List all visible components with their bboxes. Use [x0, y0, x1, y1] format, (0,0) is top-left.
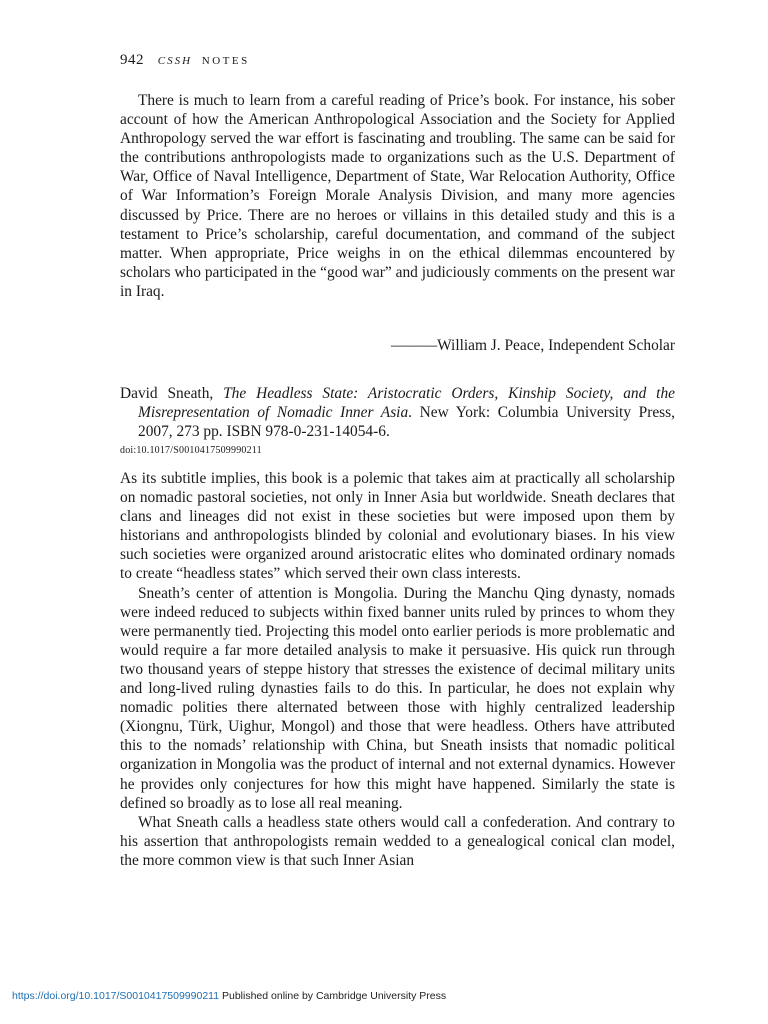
running-header: [120, 52, 250, 69]
book-citation: [120, 384, 675, 441]
review-paragraph: Sneath’s center of attention is Mongolia. During the Manchu Qing dynasty, nomads were indeed reduced to subjects within fixed banner units ruled by princes to whom they were permanently tied. Projecting this model onto earlier periods is more problematic and would require a far more detailed analysis to make it persuasive. His quick run through two thousand years of steppe history that stresses the existence of decimal military units and long-lived ruling dynasties fails to do this. In particular, he does not explain why nomadic polities there alternated between those with highly centralized leadership (Xiongnu, Türk, Uighur, Mongol) and those that were headless. Others have attributed this to the nomads’ relationship with China, but Sneath insists that nomadic political organization in Mongolia was the product of internal and not external dynamics. However he provides only conjectures for how this might have happened. Similarly the state is defined so broadly as to lose all real meaning.: [120, 584, 675, 812]
page-footer: [12, 990, 446, 1002]
review-price-closing: [120, 91, 675, 301]
citation-author: David Sneath,: [120, 385, 224, 402]
review-sneath-body: [120, 469, 675, 870]
page-number: 942: [120, 52, 144, 68]
review-paragraph: As its subtitle implies, this book is a polemic that takes aim at practically all scholarship on nomadic pastoral societies, not only in Inner Asia but worldwide. Sneath declares that clans and lineages did not exist in these societies but were imposed upon them by historians and anthropologists blinded by colonial and evolutionary biases. In his view such societies were organized around aristocratic elites who dominated ordinary nomads to create “headless states” which served their own class interests.: [120, 470, 675, 583]
citation-publication: . New York: Columbia University Press, 2007, 273 pp. ISBN 978-0-231-14054-6.: [138, 404, 675, 441]
review-paragraph: There is much to learn from a careful reading of Price’s book. For instance, his sober account of how the American Anthropological Association and the Society for Applied Anthropology served the war effort is fascinating and troubling. The same can be said for the contributions anthropologists made to organizations such as the U.S. Department of War, Office of Naval Intelligence, Department of State, War Relocation Authority, Office of War Information’s Foreign Morale Analysis Division, and many more agencies discussed by Price. There are no heroes or villains in this detailed study and this is a testament to Price’s scholarship, careful documentation, and command of the subject matter. When appropriate, Price weighs in on the ethical dilemmas encountered by scholars who participated in the “good war” and judiciously comments on the present war in Iraq.: [120, 92, 675, 300]
section-title: NOTES: [201, 55, 250, 67]
reviewer-signature: ———William J. Peace, Independent Scholar: [390, 337, 675, 354]
journal-abbreviation: CSSH: [157, 55, 193, 67]
publisher-note: Published online by Cambridge University Press: [219, 990, 447, 1002]
review-paragraph: What Sneath calls a headless state others would call a confederation. And contrary to his assertion that anthropologists remain wedded to a genealogical conical clan model, the more common view is that such Inner Asian: [120, 813, 675, 869]
citation-text: [120, 384, 675, 441]
article-doi: doi:10.1017/S0010417509990211: [120, 445, 262, 456]
citation-title: The Headless State: Aristocratic Orders, Kinship Society, and the Misrepresentation of Nomadic Inner Asia: [138, 385, 675, 422]
doi-link[interactable]: https://doi.org/10.1017/S0010417509990211: [12, 990, 220, 1002]
